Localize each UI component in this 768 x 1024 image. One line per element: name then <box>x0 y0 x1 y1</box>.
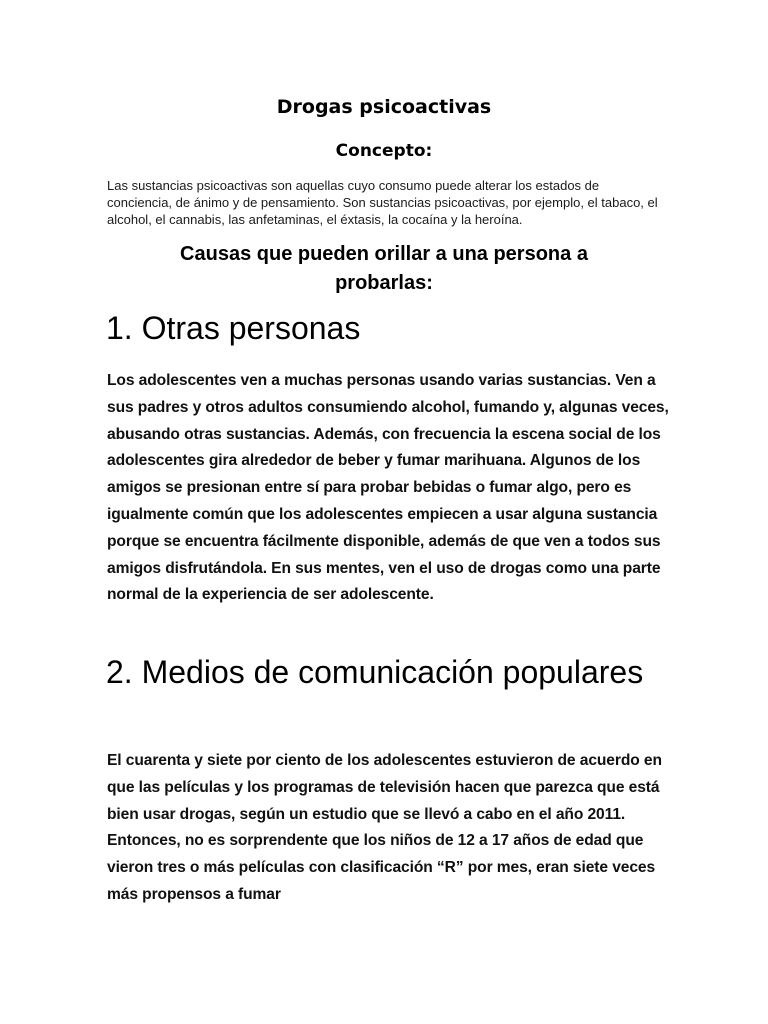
concept-paragraph: Las sustancias psicoactivas son aquellas cuyo consumo puede alterar los estados de conciencia, de ánimo y de pensamiento. Son sustancias psicoactivas, por ejemplo, el tabaco, el alcohol, el cannabis, las anfetaminas, el éxtasis, la cocaína y la heroína. <box>107 178 658 227</box>
concept-heading: Concepto: <box>335 141 433 161</box>
section-heading-otras-personas: 1. Otras personas <box>106 310 361 346</box>
section-paragraph-medios-comunicacion: El cuarenta y siete por ciento de los adolescentes estuvieron de acuerdo en que las películas y los programas de televisión hacen que parezca que está bien usar drogas, según un estudio que se llevó a cabo en el año 2011. Entonces, no es sorprendente que los niños de 12 a 17 años de edad que vieron tres o más películas con clasificación “R” por mes, eran siete veces más propensos a fumar <box>107 752 662 903</box>
section-heading-medios-comunicacion: 2. Medios de comunicación populares <box>106 654 644 690</box>
section-paragraph-otras-personas: Los adolescentes ven a muchas personas usando varias sustancias. Ven a sus padres y otros adultos consumiendo alcohol, fumando y, algunas veces, abusando otras sustancias. Además, con frecuencia la escena social de los adolescentes gira alrededor de beber y fumar marihuana. Algunos de los amigos se presionan entre sí para probar bebidas o fumar algo, pero es igualmente común que los adolescentes empiecen a usar alguna sustancia porque se encuentra fácilmente disponible, además de que ven a todos sus amigos disfrutándola. En sus mentes, ven el uso de drogas como una parte normal de la experiencia de ser adolescente. <box>107 372 669 604</box>
causes-heading: Causas que pueden orillar a una persona a probarlas: <box>180 243 588 294</box>
document-title: Drogas psicoactivas <box>276 96 492 118</box>
